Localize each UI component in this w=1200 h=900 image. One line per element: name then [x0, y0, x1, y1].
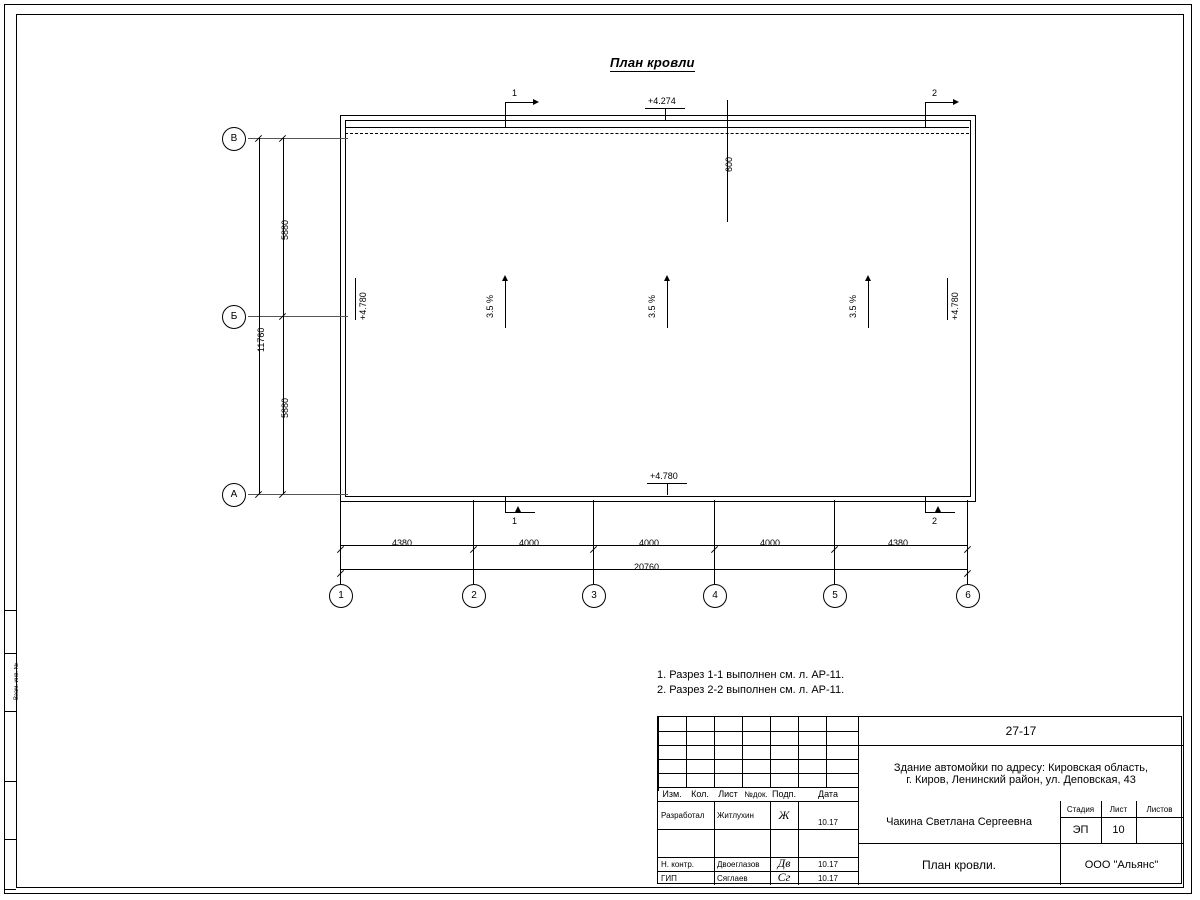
section-2-bottom-arrow	[935, 506, 941, 512]
axis-bubble-4[interactable]: 4	[703, 584, 727, 608]
axis-bubble-b[interactable]: Б	[222, 305, 246, 329]
axis-bubble-a[interactable]: А	[222, 483, 246, 507]
horizontal-dim-ext-6	[967, 545, 968, 583]
section-1-top-label: 1	[512, 88, 518, 98]
section-2-top-label: 2	[932, 88, 938, 98]
section-2-bottom-label: 2	[932, 516, 938, 526]
axis-bubble-6[interactable]: 6	[956, 584, 980, 608]
slope-arrow-line-1	[505, 280, 506, 328]
section-1-bottom-tail	[505, 497, 506, 513]
slope-arrow-line-2	[667, 280, 668, 328]
tb-col-header-kol: Кол.	[691, 789, 709, 799]
tb-grid-v-5	[798, 717, 799, 787]
section-2-bottom-tail	[925, 497, 926, 513]
roof-outline-inner	[345, 120, 971, 497]
tb-object-line-1: Здание автомойки по адресу: Кировская область,	[893, 761, 1149, 774]
tb-name-1: Житлухин	[717, 810, 754, 820]
slope-arrow-line-3	[868, 280, 869, 328]
section-2-top-arrow	[953, 99, 959, 105]
slope-label-1: 3.5 %	[485, 294, 495, 318]
tb-col-header-list: Лист	[718, 789, 738, 799]
tb-grid-row-5	[658, 773, 858, 774]
tb-stage-header-list: Лист	[1109, 804, 1128, 814]
tb-stage-header-stadia: Стадия	[1066, 804, 1095, 814]
grid-extension-2	[473, 500, 474, 584]
elevation-right-label: +4.780	[950, 292, 960, 320]
tb-role-2: Н. контр.	[661, 859, 695, 869]
slope-arrow-head-1	[502, 275, 508, 281]
tb-col-header-data: Дата	[818, 789, 838, 799]
tb-grid-row-2	[658, 731, 858, 732]
tb-sign-1: Ж	[778, 807, 790, 822]
tb-sign-2: Дв	[777, 855, 791, 870]
tb-stage-value-listov	[1136, 817, 1183, 843]
tb-name-2: Двоеглазов	[717, 859, 760, 869]
vertical-dim-chain-total	[259, 138, 260, 494]
parapet-dim-label: 600	[724, 156, 734, 172]
elevation-bottom-leader	[667, 483, 668, 495]
section-1-top-arrow	[533, 99, 539, 105]
parapet-dashed-line	[345, 133, 969, 134]
horizontal-dim-span-5: 4380	[888, 538, 909, 548]
tb-col-header-ndok: №док.	[744, 789, 768, 799]
elevation-right-underline	[947, 278, 948, 320]
axis-bubble-v[interactable]: В	[222, 127, 246, 151]
elevation-left-label: +4.780	[358, 292, 368, 320]
tb-stage-value-list: 10	[1112, 824, 1125, 836]
vertical-dim-lower-label: 5880	[280, 397, 290, 418]
elevation-top-leader	[665, 108, 666, 120]
elevation-left-underline	[355, 278, 356, 320]
tb-row-sep-2	[658, 829, 858, 830]
grid-extension-3	[593, 500, 594, 584]
tb-grid-v-4	[770, 717, 771, 787]
axis-line-v	[248, 138, 348, 139]
slope-label-3: 3.5 %	[848, 294, 858, 318]
axis-line-b	[248, 316, 348, 317]
tb-stage-value-stadia: ЭП	[1072, 824, 1089, 836]
tb-company: ООО "Альянс"	[1060, 843, 1183, 885]
tb-col-header-izm: Изм.	[662, 789, 682, 799]
left-margin-text: Взам. инв. №	[14, 662, 20, 700]
section-1-bottom-label: 1	[512, 516, 518, 526]
axis-bubble-5[interactable]: 5	[823, 584, 847, 608]
horizontal-dim-total-label: 20760	[634, 562, 660, 572]
tb-grid-v-1	[686, 717, 687, 787]
section-1-bottom-line	[505, 512, 535, 513]
tb-name-3: Сяглаев	[717, 873, 748, 883]
tb-grid-v-3	[742, 717, 743, 787]
elevation-bottom-label: +4.780	[650, 471, 678, 481]
parapet-solid-line	[345, 127, 969, 128]
horizontal-dim-span-4: 4000	[760, 538, 781, 548]
tb-role-3: ГИП	[661, 873, 677, 883]
note-line-2: 2. Разрез 2-2 выполнен см. л. АР-11.	[657, 684, 845, 696]
axis-bubble-2[interactable]: 2	[462, 584, 486, 608]
section-1-top-line	[505, 102, 535, 103]
grid-extension-4	[714, 500, 715, 584]
tb-date-3: 10.17	[817, 873, 839, 883]
tb-grid-row-3	[658, 745, 858, 746]
horizontal-dim-span-3: 4000	[639, 538, 660, 548]
tb-project-code: 27-17	[858, 717, 1183, 745]
sheet-left-margin-strip	[4, 610, 16, 890]
horizontal-dim-span-2: 4000	[519, 538, 540, 548]
slope-arrow-head-2	[664, 275, 670, 281]
note-line-1: 1. Разрез 1-1 выполнен см. л. АР-11.	[657, 669, 845, 681]
slope-arrow-head-3	[865, 275, 871, 281]
page-title: План кровли	[610, 55, 695, 70]
tb-sheet-title: План кровли.	[858, 843, 1060, 885]
section-2-top-line	[925, 102, 955, 103]
tb-grid-row-4	[658, 759, 858, 760]
section-2-top-tail	[925, 102, 926, 128]
tb-date-1: 10.17	[817, 817, 839, 827]
axis-bubble-1[interactable]: 1	[329, 584, 353, 608]
title-block	[657, 716, 1182, 884]
axis-line-a	[248, 494, 348, 495]
elevation-top-label: +4.274	[648, 96, 676, 106]
vertical-dim-upper-label: 5880	[280, 219, 290, 240]
tb-date-2: 10.17	[817, 859, 839, 869]
section-1-top-tail	[505, 102, 506, 128]
tb-grid-col-1	[658, 717, 659, 791]
horizontal-dim-ext-1	[340, 545, 341, 583]
vertical-dim-total-label: 11760	[256, 327, 266, 352]
tb-object-block	[858, 745, 1183, 801]
notes-block	[657, 668, 844, 698]
tb-col-header-podp: Подп.	[772, 789, 796, 799]
tb-role-1: Разработал	[661, 810, 705, 820]
section-1-bottom-arrow	[515, 506, 521, 512]
tb-object-line-2: г. Киров, Ленинский район, ул. Деповская, 43	[906, 773, 1136, 786]
section-2-bottom-line	[925, 512, 955, 513]
axis-bubble-3[interactable]: 3	[582, 584, 606, 608]
tb-grid-v-6	[826, 717, 827, 787]
slope-label-2: 3.5 %	[647, 294, 657, 318]
tb-grid-v-2	[714, 717, 715, 787]
tb-customer: Чакина Светлана Сергеевна	[886, 816, 1032, 828]
tb-stage-header-listov: Листов	[1146, 804, 1173, 814]
horizontal-dim-span-1: 4380	[392, 538, 413, 548]
tb-sign-3: Сг	[777, 869, 791, 884]
grid-extension-5	[834, 500, 835, 584]
